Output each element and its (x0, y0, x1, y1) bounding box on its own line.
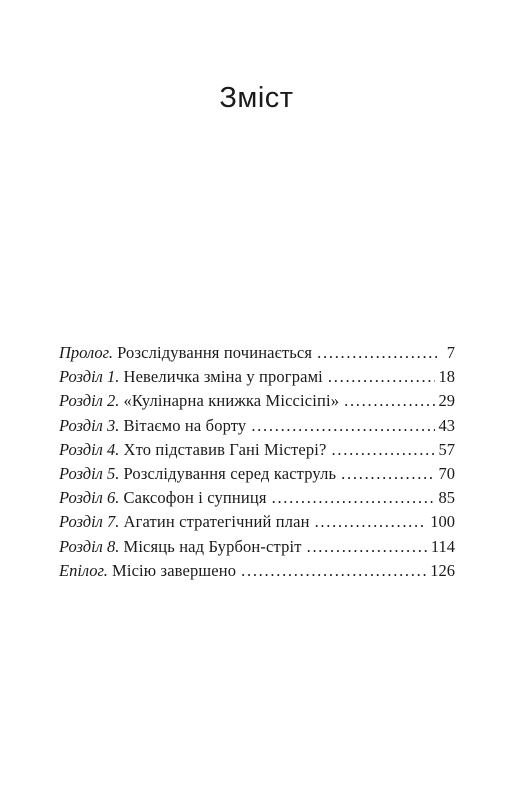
toc-entry-chapter-8 (59, 535, 455, 559)
toc-entry-title: Невеличка зміна у програмі (123, 367, 323, 387)
toc-entry-chapter-7 (59, 510, 455, 534)
toc-entry-label: Епілог. (59, 560, 108, 580)
toc-entry-label: Пролог. (59, 343, 113, 362)
toc-entry-page: 18 (438, 367, 455, 387)
toc-entry-page: 100 (430, 512, 455, 532)
toc-entry-epilogue (59, 559, 455, 583)
toc-entry-title: Хто підставив Гані Містері? (123, 439, 327, 459)
toc-entry-prologue (59, 341, 455, 365)
toc-entry-title: Розслідування серед каструль (123, 463, 337, 483)
dot-leader (315, 510, 427, 534)
dot-leader (332, 438, 435, 462)
toc-entry-page: 29 (438, 391, 455, 411)
toc-entry-label: Розділ 6. (59, 488, 120, 508)
dot-leader (307, 535, 427, 559)
dot-leader (272, 486, 435, 510)
dot-leader (241, 559, 426, 583)
toc-entry-title: Саксофон і супниця (123, 488, 267, 508)
toc-entry-chapter-2 (59, 389, 455, 413)
toc-entry-chapter-1 (59, 365, 455, 389)
toc-entry-label: Розділ 5. (59, 463, 120, 483)
dot-leader (341, 462, 434, 486)
toc-entry-page: 57 (438, 439, 455, 459)
toc-entry-chapter-4 (59, 438, 455, 462)
toc-entry-title: Місію завершено (112, 560, 237, 580)
dot-leader (344, 389, 434, 413)
dot-leader (328, 365, 435, 389)
toc-entry-label: Розділ 8. (59, 536, 120, 556)
toc-entry-title: Агатин стратегічний план (123, 512, 310, 532)
toc-entry-label: Розділ 7. (59, 512, 120, 532)
dot-leader (251, 414, 434, 438)
toc-entry-title: Місяць над Бурбон-стріт (123, 536, 302, 556)
toc-entry-chapter-5 (59, 462, 455, 486)
page-title: Зміст (219, 82, 294, 114)
toc-entry-page: 43 (438, 415, 455, 435)
toc-entry-label: Розділ 3. (59, 415, 120, 435)
table-of-contents (59, 341, 455, 583)
toc-entry-page: 126 (430, 560, 455, 580)
toc-entry-chapter-6 (59, 486, 455, 510)
toc-entry-label: Розділ 4. (59, 439, 120, 459)
toc-entry-label: Розділ 1. (59, 367, 120, 387)
dot-leader (317, 341, 437, 365)
toc-entry-chapter-3 (59, 414, 455, 438)
toc-entry-page: 7 (446, 343, 455, 362)
toc-entry-title: «Кулінарна книжка Міссісіпі» (123, 391, 340, 411)
toc-entry-page: 114 (430, 536, 455, 556)
toc-entry-page: 85 (438, 488, 455, 508)
toc-entry-label: Розділ 2. (59, 391, 120, 411)
toc-entry-title: Вітаємо на борту (123, 415, 247, 435)
toc-entry-title: Розслідування починається (117, 343, 313, 362)
toc-entry-page: 70 (438, 463, 455, 483)
